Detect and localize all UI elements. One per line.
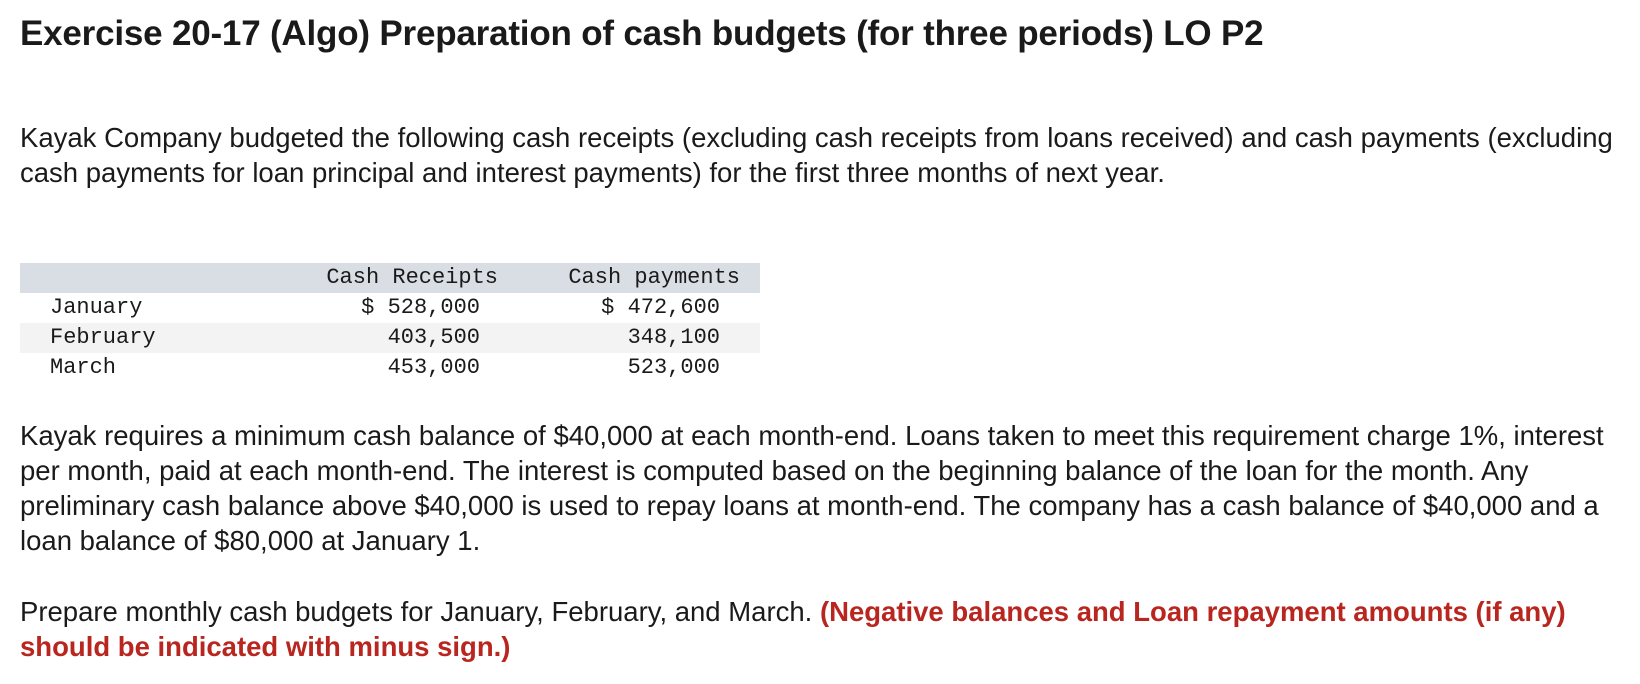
table-header-row bbox=[20, 263, 760, 293]
header-month bbox=[20, 263, 250, 293]
instruction-paragraph bbox=[20, 594, 1620, 664]
table-row bbox=[20, 293, 760, 323]
instruction-emphasis: (Negative balances and Loan repayment amounts (if any) should be indicated with minus sign.) bbox=[20, 596, 1566, 662]
month-cell: March bbox=[50, 355, 117, 380]
cash-budget-table bbox=[20, 263, 760, 383]
intro-paragraph: Kayak Company budgeted the following cash receipts (excluding cash receipts from loans received) and cash payments (excluding cash payments for loan principal and interest payments) for the first three months of next year. bbox=[20, 122, 1613, 188]
instruction-text: Prepare monthly cash budgets for January, February, and March. bbox=[20, 596, 813, 627]
table-row bbox=[20, 323, 760, 353]
payments-cell: $ 472,600 bbox=[601, 295, 720, 320]
month-cell: February bbox=[50, 325, 156, 350]
receipts-cell: 453,000 bbox=[387, 355, 480, 380]
payments-cell: 523,000 bbox=[627, 355, 720, 380]
header-cash-payments: Cash payments bbox=[568, 265, 740, 290]
header-cash-receipts: Cash Receipts bbox=[326, 265, 498, 290]
requirements-paragraph: Kayak requires a minimum cash balance of $40,000 at each month-end. Loans taken to meet this requirement charge 1%, interest per month, paid at each month-end. The interest is computed based on the beginning balance of the loan for the month. Any preliminary cash balance above $40,000 is used to repay loans at month-end. The company has a cash balance of $40,000 and a loan balance of $80,000 at January 1. bbox=[20, 420, 1604, 556]
receipts-cell: $ 528,000 bbox=[361, 295, 480, 320]
table-row bbox=[20, 353, 760, 383]
payments-cell: 348,100 bbox=[627, 325, 720, 350]
receipts-cell: 403,500 bbox=[387, 325, 480, 350]
exercise-title: Exercise 20-17 (Algo) Preparation of cash budgets (for three periods) LO P2 bbox=[20, 14, 1264, 53]
month-cell: January bbox=[50, 295, 143, 320]
